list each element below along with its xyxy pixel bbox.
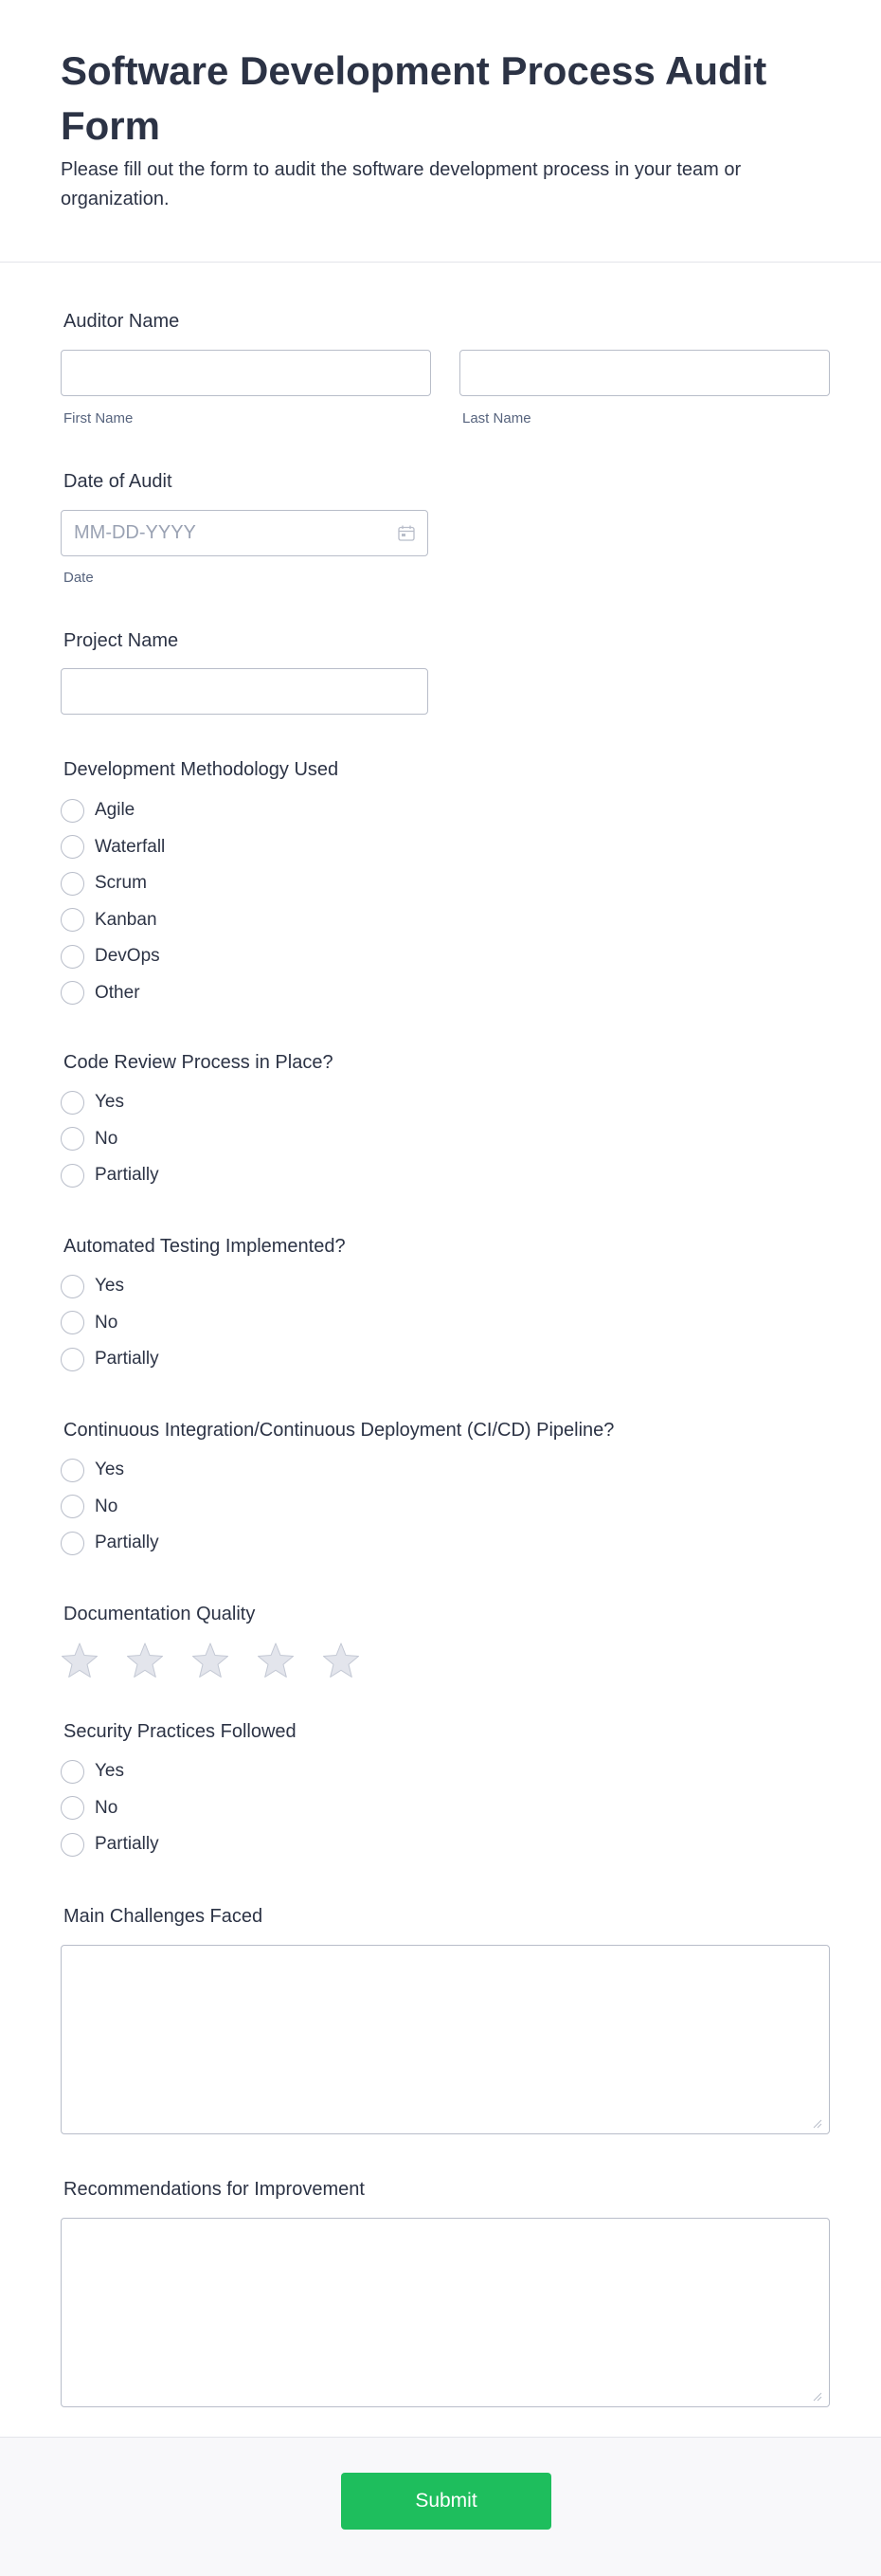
star-icon[interactable] <box>191 1642 229 1679</box>
radio-button[interactable] <box>61 945 84 969</box>
radio-label: Kanban <box>95 909 157 930</box>
radio-button[interactable] <box>61 835 84 859</box>
cicd-options <box>61 1452 159 1562</box>
date-input[interactable] <box>61 510 428 556</box>
security-options <box>61 1753 159 1863</box>
radio-option[interactable] <box>61 1341 159 1378</box>
star-icon[interactable] <box>126 1642 164 1679</box>
radio-button[interactable] <box>61 908 84 932</box>
cicd-label: Continuous Integration/Continuous Deployment (CI/CD) Pipeline? <box>63 1420 615 1441</box>
radio-label: DevOps <box>95 946 160 967</box>
radio-option[interactable] <box>61 1452 159 1489</box>
radio-option[interactable] <box>61 792 165 829</box>
radio-button[interactable] <box>61 1275 84 1298</box>
first-name-input[interactable] <box>61 350 431 396</box>
date-of-audit-label: Date of Audit <box>63 471 172 492</box>
radio-label: Yes <box>95 1761 124 1782</box>
star-icon[interactable] <box>322 1642 360 1679</box>
calendar-icon[interactable] <box>398 525 415 541</box>
radio-label: Partially <box>95 1834 159 1855</box>
submit-button[interactable]: Submit <box>341 2473 551 2530</box>
project-name-input[interactable] <box>61 668 428 715</box>
automated-testing-label: Automated Testing Implemented? <box>63 1236 346 1257</box>
methodology-label: Development Methodology Used <box>63 759 339 780</box>
radio-button[interactable] <box>61 1760 84 1784</box>
radio-option[interactable] <box>61 1525 159 1562</box>
code-review-options <box>61 1084 159 1194</box>
radio-button[interactable] <box>61 1348 84 1371</box>
main-challenges-label: Main Challenges Faced <box>63 1906 263 1927</box>
resize-grip-icon[interactable] <box>813 2392 822 2402</box>
radio-label: No <box>95 1496 118 1516</box>
radio-option[interactable] <box>61 902 165 939</box>
radio-option[interactable] <box>61 1305 159 1342</box>
radio-button[interactable] <box>61 1091 84 1115</box>
radio-label: No <box>95 1797 118 1818</box>
radio-button[interactable] <box>61 872 84 896</box>
radio-label: Scrum <box>95 873 147 894</box>
radio-button[interactable] <box>61 981 84 1005</box>
recommendations-label: Recommendations for Improvement <box>63 2179 365 2200</box>
radio-label: No <box>95 1128 118 1149</box>
radio-button[interactable] <box>61 1796 84 1820</box>
code-review-label: Code Review Process in Place? <box>63 1052 333 1073</box>
star-icon[interactable] <box>61 1642 99 1679</box>
date-sublabel: Date <box>63 570 94 586</box>
radio-button[interactable] <box>61 799 84 823</box>
radio-option[interactable] <box>61 1084 159 1121</box>
radio-label: Partially <box>95 1533 159 1553</box>
radio-option[interactable] <box>61 975 165 1012</box>
project-name-label: Project Name <box>63 630 179 651</box>
radio-label: Yes <box>95 1276 124 1297</box>
last-name-sublabel: Last Name <box>462 410 531 426</box>
radio-option[interactable] <box>61 829 165 866</box>
radio-label: Partially <box>95 1349 159 1370</box>
radio-option[interactable] <box>61 1121 159 1158</box>
form-subtitle: Please fill out the form to audit the software development process in your team or organization. <box>61 159 742 209</box>
radio-option[interactable] <box>61 1826 159 1863</box>
radio-option[interactable] <box>61 1157 159 1194</box>
radio-button[interactable] <box>61 1164 84 1188</box>
radio-button[interactable] <box>61 1127 84 1151</box>
documentation-quality-label: Documentation Quality <box>63 1604 256 1624</box>
radio-label: Waterfall <box>95 836 166 857</box>
radio-label: No <box>95 1312 118 1333</box>
automated-testing-options <box>61 1268 159 1378</box>
radio-button[interactable] <box>61 1459 84 1482</box>
recommendations-textarea[interactable] <box>61 2218 830 2407</box>
auditor-name-label: Auditor Name <box>63 311 180 332</box>
form-footer <box>0 2437 881 2576</box>
radio-label: Partially <box>95 1165 159 1186</box>
radio-option[interactable] <box>61 1268 159 1305</box>
methodology-options <box>61 792 165 1011</box>
radio-option[interactable] <box>61 1753 159 1790</box>
first-name-sublabel: First Name <box>63 410 134 426</box>
form-header <box>0 0 881 263</box>
last-name-input[interactable] <box>459 350 830 396</box>
date-field <box>61 510 428 556</box>
radio-button[interactable] <box>61 1311 84 1334</box>
radio-option[interactable] <box>61 1790 159 1827</box>
radio-button[interactable] <box>61 1833 84 1857</box>
radio-option[interactable] <box>61 1489 159 1526</box>
radio-option[interactable] <box>61 938 165 975</box>
radio-label: Other <box>95 982 140 1003</box>
radio-label: Yes <box>95 1092 124 1113</box>
radio-option[interactable] <box>61 865 165 902</box>
resize-grip-icon[interactable] <box>813 2119 822 2129</box>
star-icon[interactable] <box>257 1642 295 1679</box>
form-title: Software Development Process Audit Form <box>61 48 767 148</box>
radio-label: Yes <box>95 1460 124 1480</box>
security-practices-label: Security Practices Followed <box>63 1721 297 1742</box>
radio-button[interactable] <box>61 1532 84 1555</box>
main-challenges-textarea[interactable] <box>61 1945 830 2134</box>
radio-button[interactable] <box>61 1495 84 1518</box>
radio-label: Agile <box>95 800 135 821</box>
